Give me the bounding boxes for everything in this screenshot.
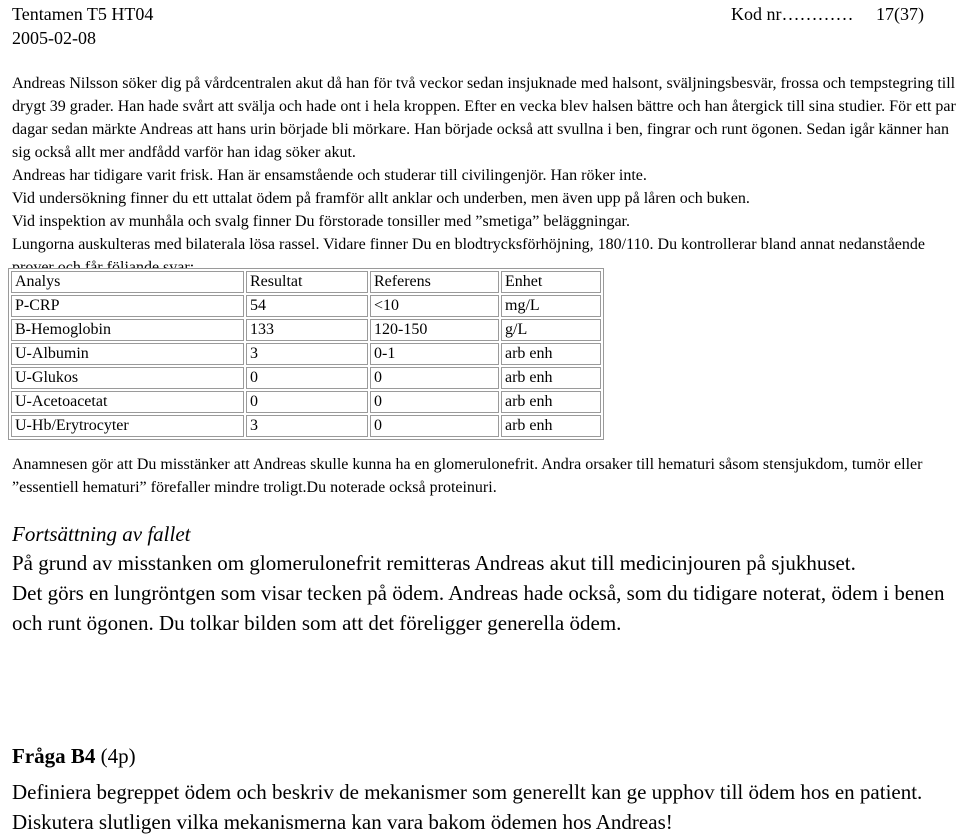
table-cell: B-Hemoglobin xyxy=(11,319,244,341)
code-number-field: Kod nr………… xyxy=(731,4,854,24)
exam-title: Tentamen T5 HT04 xyxy=(12,4,154,24)
table-cell: 0 xyxy=(246,367,368,389)
question-points: (4p) xyxy=(100,744,136,768)
continuation-paragraph: På grund av misstanken om glomerulonefrit remitteras Andreas akut till medicinjouren på sjukhuset. xyxy=(12,551,856,575)
table-cell: 0 xyxy=(246,391,368,413)
table-cell: 120-150 xyxy=(370,319,499,341)
table-cell: 3 xyxy=(246,415,368,437)
question-heading xyxy=(12,741,136,771)
case-description xyxy=(12,72,956,279)
table-cell: 3 xyxy=(246,343,368,365)
table-row xyxy=(11,343,601,365)
exam-date: 2005-02-08 xyxy=(12,28,96,48)
table-cell: 0-1 xyxy=(370,343,499,365)
table-cell: arb enh xyxy=(501,391,601,413)
anamnesis-paragraph xyxy=(12,453,956,499)
continuation-heading: Fortsättning av fallet xyxy=(12,522,191,546)
case-paragraph: Andreas Nilsson söker dig på vårdcentralen akut då han för två veckor sedan insjuknade med halsont, sväljningsbesvär, frossa och tempstegring till drygt 39 grader. Han hade svårt att svälja och hade ont i hela kroppen. Efter en vecka blev halsen bättre och han återgick till sina studier. För ett par dagar sedan märkte Andreas att hans urin började bli mörkare. Han började också att svullna i ben, fingrar och runt ögonen. Sedan igår känner han sig också allt mer andfådd varför han idag söker akut. xyxy=(12,75,956,161)
table-cell: g/L xyxy=(501,319,601,341)
continuation-paragraph: Det görs en lungröntgen som visar tecken på ödem. Andreas hade också, som du tidigare noterat, ödem i benen och runt ögonen. Du tolkar bilden som att det föreligger generella ödem. xyxy=(12,581,945,635)
table-cell: 54 xyxy=(246,295,368,317)
table-cell: <10 xyxy=(370,295,499,317)
table-row xyxy=(11,415,601,437)
table-cell: arb enh xyxy=(501,367,601,389)
table-row xyxy=(11,295,601,317)
table-cell: U-Albumin xyxy=(11,343,244,365)
table-cell: 0 xyxy=(370,391,499,413)
question-body xyxy=(12,777,956,837)
table-row xyxy=(11,319,601,341)
continuation-body xyxy=(12,548,952,638)
anamnesis-text: Anamnesen gör att Du misstänker att Andreas skulle kunna ha en glomerulonefrit. Andra orsaker till hematuri såsom stensjukdom, tumör eller ”essentiell hematuri” förefaller mindre troligt.Du noterade också proteinuri. xyxy=(12,456,923,496)
case-paragraph: Vid undersökning finner du ett uttalat ödem på framför allt anklar och underben, men även upp på låren och buken. xyxy=(12,190,750,207)
table-cell: U-Acetoacetat xyxy=(11,391,244,413)
header-cell: Resultat xyxy=(246,271,368,293)
header-cell: Analys xyxy=(11,271,244,293)
table-cell: arb enh xyxy=(501,343,601,365)
table-cell: arb enh xyxy=(501,415,601,437)
table-cell: P-CRP xyxy=(11,295,244,317)
table-row xyxy=(11,367,601,389)
table-cell: mg/L xyxy=(501,295,601,317)
header-cell: Referens xyxy=(370,271,499,293)
question-label: Fråga B4 xyxy=(12,744,96,768)
case-paragraph: Andreas har tidigare varit frisk. Han är ensamstående och studerar till civilingenjör. Han röker inte. xyxy=(12,167,647,184)
case-paragraph: Vid inspektion av munhåla och svalg finner Du förstorade tonsiller med ”smetiga” beläggningar. xyxy=(12,213,630,230)
table-cell: U-Hb/Erytrocyter xyxy=(11,415,244,437)
table-header-row xyxy=(11,271,601,293)
page-number: 17(37) xyxy=(876,4,924,24)
table-cell: 0 xyxy=(370,367,499,389)
table-row xyxy=(11,391,601,413)
question-text: Definiera begreppet ödem och beskriv de mekanismer som generellt kan ge upphov till ödem hos en patient. Diskutera slutligen vilka mekanismerna kan vara bakom ödemen hos Andreas! xyxy=(12,780,923,834)
table-cell: 0 xyxy=(370,415,499,437)
header-cell: Enhet xyxy=(501,271,601,293)
table-cell: 133 xyxy=(246,319,368,341)
table-cell: U-Glukos xyxy=(11,367,244,389)
lab-results-table xyxy=(8,268,604,440)
case-paragraph: Lungorna auskulteras med bilaterala lösa rassel. Vidare finner Du en blodtrycksförhöjning, 180/110. Du kontrollerar bland annat nedanstående xyxy=(12,236,925,253)
